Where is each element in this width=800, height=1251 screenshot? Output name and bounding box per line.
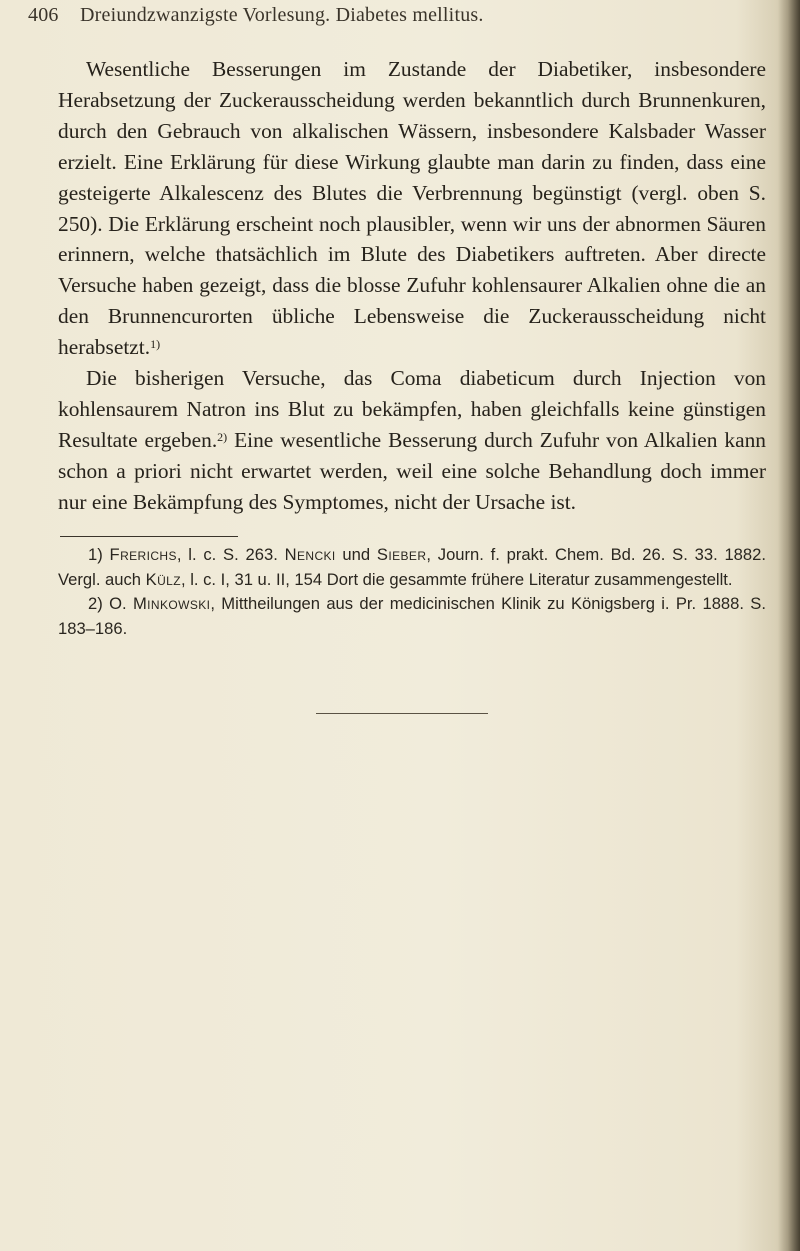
running-head — [28, 4, 484, 27]
paragraph-coma-diabeticum — [58, 363, 766, 518]
footnote-2 — [58, 592, 766, 641]
footnote-1-text-1: , l. c. S. 263. — [176, 545, 285, 564]
footnote-2-author-minkowski: Minkowski — [132, 594, 211, 613]
footnote-2-marker: 2) — [88, 594, 103, 613]
page-number: 406 — [28, 4, 59, 26]
footnote-1-author-kuelz: Külz — [145, 569, 181, 589]
footnotes — [58, 543, 766, 641]
body-text — [58, 54, 766, 518]
footnote-1-author-nencki: Nencki — [284, 545, 336, 564]
paragraph-alkaline-waters — [58, 54, 766, 363]
footnote-1-text-4: , l. c. I, 31 u. II, 154 Dort die gesammte frühere Literatur zusammengestellt. — [180, 569, 733, 589]
footnote-1-text-3: , Journ. f. prakt. Chem. Bd. 26. S. 33. 1882. Vergl. auch — [58, 545, 766, 589]
footnote-divider — [60, 536, 238, 537]
footnote-1 — [58, 543, 766, 592]
paragraph-2-text-b: Eine wesentliche Besserung durch Zufuhr von Alkalien kann schon a priori nicht erwartet werden, weil eine solche Behandlung doch immer nur eine Bekämpfung des Symptomes, nicht der Ursache ist. — [58, 427, 766, 514]
footnote-2-initial: O. — [109, 594, 133, 613]
footnote-1-marker: 1) — [88, 545, 103, 564]
footnote-ref-1: 1) — [150, 337, 161, 352]
paragraph-1-text: Wesentliche Besserungen im Zustande der Diabetiker, insbesondere Herabsetzung der Zuckerausscheidung werden bekanntlich durch Brunnenkuren, durch den Gebrauch von alkalischen Wässern, insbesondere Kalsbader Wasser erzielt. Eine Erklärung für diese Wirkung glaubte man darin zu finden, dass eine gesteigerte Alkalescenz des Blutes die Verbrennung begünstigt (vergl. oben S. 250). Die Erklärung erscheint noch plausibler, wenn wir uns der abnormen Säuren erinnern, welche thatsächlich im Blute des Diabetikers auftreten. Aber directe Versuche haben gezeigt, dass die blosse Zufuhr kohlensaurer Alkalien ohne die an den Brunnencurorten übliche Lebensweise die Zuckerausscheidung nicht herabsetzt. — [58, 57, 766, 360]
footnote-1-text-2: und — [335, 545, 377, 564]
page-edge-shadow — [778, 0, 800, 1251]
footnote-ref-2: 2) — [217, 429, 228, 444]
footnote-1-author-frerichs: Frerichs — [109, 545, 177, 564]
paragraph-2-text-a: Die bisherigen Versuche, das Coma diabeticum durch Injection von kohlensaurem Natron ins Blut zu bekämpfen, haben gleichfalls keine günstigen Resultate ergeben. — [58, 366, 766, 452]
end-of-section-rule — [316, 713, 488, 714]
running-head-title: Dreiundzwanzigste Vorlesung. Diabetes mellitus. — [80, 4, 484, 26]
footnote-2-text: , Mittheilungen aus der medicinischen Klinik zu Königsberg i. Pr. 1888. S. 183–186. — [58, 594, 766, 638]
footnote-1-author-sieber: Sieber — [376, 545, 427, 564]
